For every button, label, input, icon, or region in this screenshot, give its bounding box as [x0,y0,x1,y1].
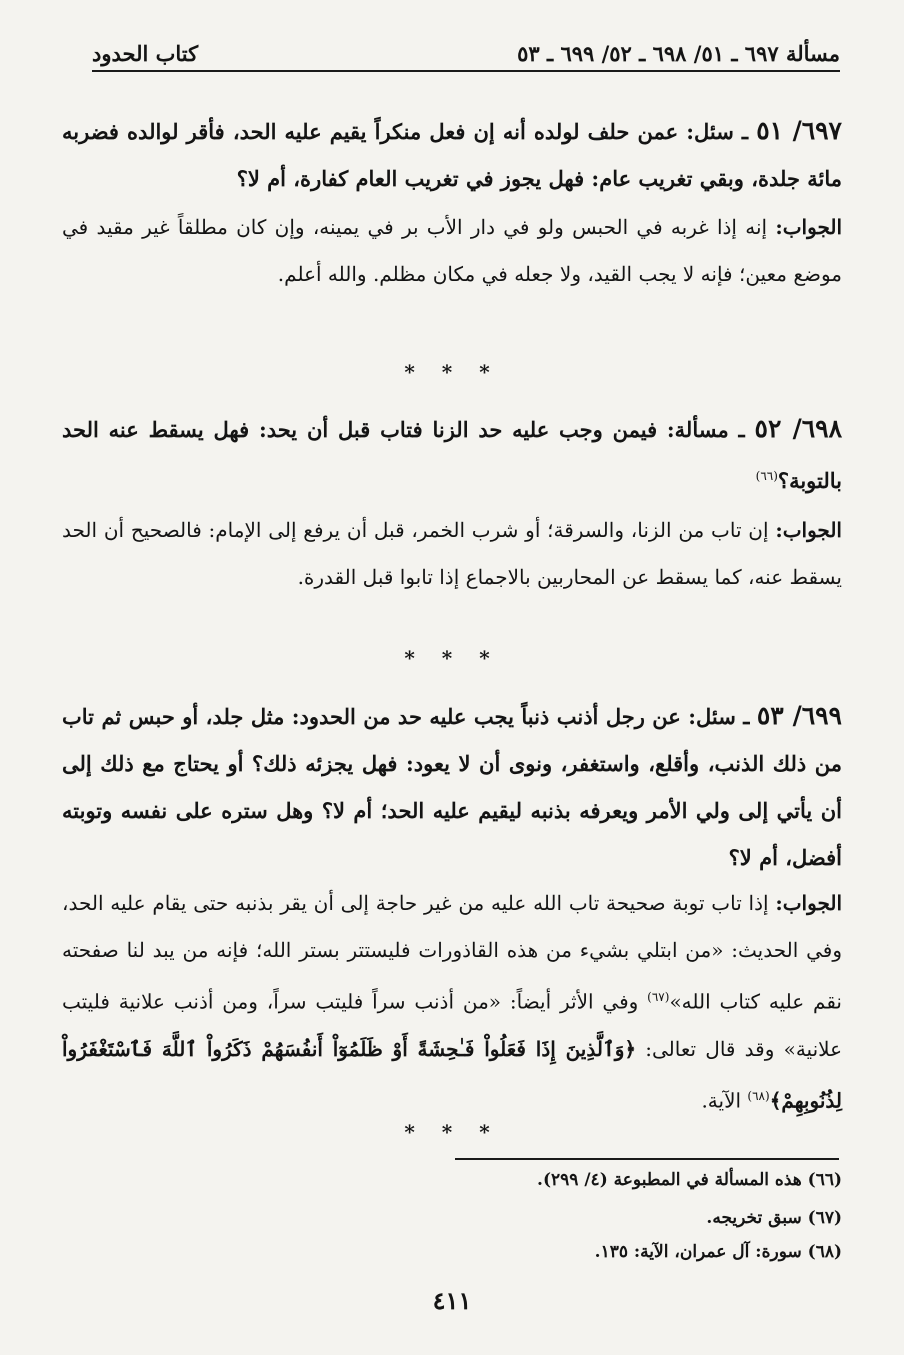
section-separator: * * * [404,646,500,670]
question-text: ـ سئل: عن رجل أذنب ذنباً يجب عليه حد من الحدود: مثل جلد، أو حبس ثم تاب من ذلك الذنب، وأقلع، واستغفر، ونوى أن لا يعود: فهل يجزئه ذلك؟ أو يحتاج مع ذلك إلى أن يأتي إلى ولي الأمر ويعرفه بذنبه ليقيم عليه الحد؛ أم لا؟ وهل ستره على نفسه وتوبته أفضل، أم لا؟ [62,704,842,870]
entry-number: ٦٩٧/ ٥١ [756,116,842,145]
question-text: ـ مسألة: فيمن وجب عليه حد الزنا فتاب قبل أن يحد: فهل يسقط عنه الحد بالتوبة؟ [62,417,842,493]
section-separator: * * * [404,360,500,384]
book-title: كتاب الحدود [92,41,199,66]
answer-text: إن تاب من الزنا، والسرقة؛ أو شرب الخمر، قبل أن يرفع إلى الإمام: فالصحيح أن الحد يسقط عنه، كما يسقط عن المحاربين بالاجماع إذا تابوا قبل القدرة. [62,518,842,589]
footnote-rule [455,1158,839,1160]
entry-699-question [62,692,842,881]
footnote-ref-66: (٦٦) [755,469,778,483]
footnote-66: (٦٦) هذه المسألة في المطبوعة (٤/ ٢٩٩). [537,1170,842,1190]
question-text: ـ سئل: عمن حلف لولده أنه إن فعل منكراً يقيم عليه الحد، فأقر لوالده فضربه مائة جلدة، وبقي تغريب عام: فهل يجوز في تغريب العام كفارة، أم لا؟ [62,119,842,191]
running-head [92,36,840,72]
entry-698-answer [62,507,842,601]
answer-text: إنه إذا غربه في الحبس ولو في دار الأب بر في يمينه، وإن كان مطلقاً غير مقيد في موضع معين؛ فإنه لا يجب القيد، ولا جعله في مكان مظلم. والله أعلم. [62,215,842,286]
answer-tail: الآية. [701,1088,748,1113]
quran-verse: ﴿وَٱلَّذِينَ إِذَا فَعَلُواْ فَـٰحِشَةً أَوْ ظَلَمُوٓاْ أَنفُسَهُمْ ذَكَرُواْ ٱللَّهَ فَٱسْتَغْفَرُواْ لِذُنُوبِهِمْ﴾ [62,1036,842,1113]
entry-698-question [62,405,842,504]
entry-number: ٦٩٩/ ٥٣ [756,701,842,730]
answer-lead: الجواب: [775,891,843,915]
answer-lead: الجواب: [775,215,843,239]
entry-699-answer [62,880,842,1124]
footnote-ref-67: (٦٧) [647,990,670,1004]
footnote-68: (٦٨) سورة: آل عمران، الآية: ١٣٥. [594,1242,842,1262]
page-number: ٤١١ [432,1286,472,1315]
footnote-67: (٦٧) سبق تخريجه. [706,1208,842,1228]
answer-text-part2: وفي الأثر أيضاً: «من أذنب سراً فليتب سراً، ومن أذنب علانية فليتب علانية» وقد قال تعالى: [62,989,843,1061]
answer-text-part1: إذا تاب توبة صحيحة تاب الله عليه من غير حاجة إلى أن يقر بذنبه حتى يقام عليه الحد، وفي الحديث: «من ابتلي بشيء من هذه القاذورات فليستتر بستر الله؛ فإنه من يبد لنا صفحته نقم عليه كتاب الله» [62,891,842,1014]
entry-number: ٦٩٨/ ٥٢ [754,414,843,443]
section-separator: * * * [404,1120,500,1144]
entry-697-answer [62,204,842,298]
issue-range: مسألة ٦٩٧ ـ ٥١/ ٦٩٨ ـ ٥٢/ ٦٩٩ ـ ٥٣ [517,41,840,66]
footnote-ref-68: (٦٨) [747,1088,770,1103]
answer-lead: الجواب: [775,518,842,542]
entry-697-question [62,107,842,202]
